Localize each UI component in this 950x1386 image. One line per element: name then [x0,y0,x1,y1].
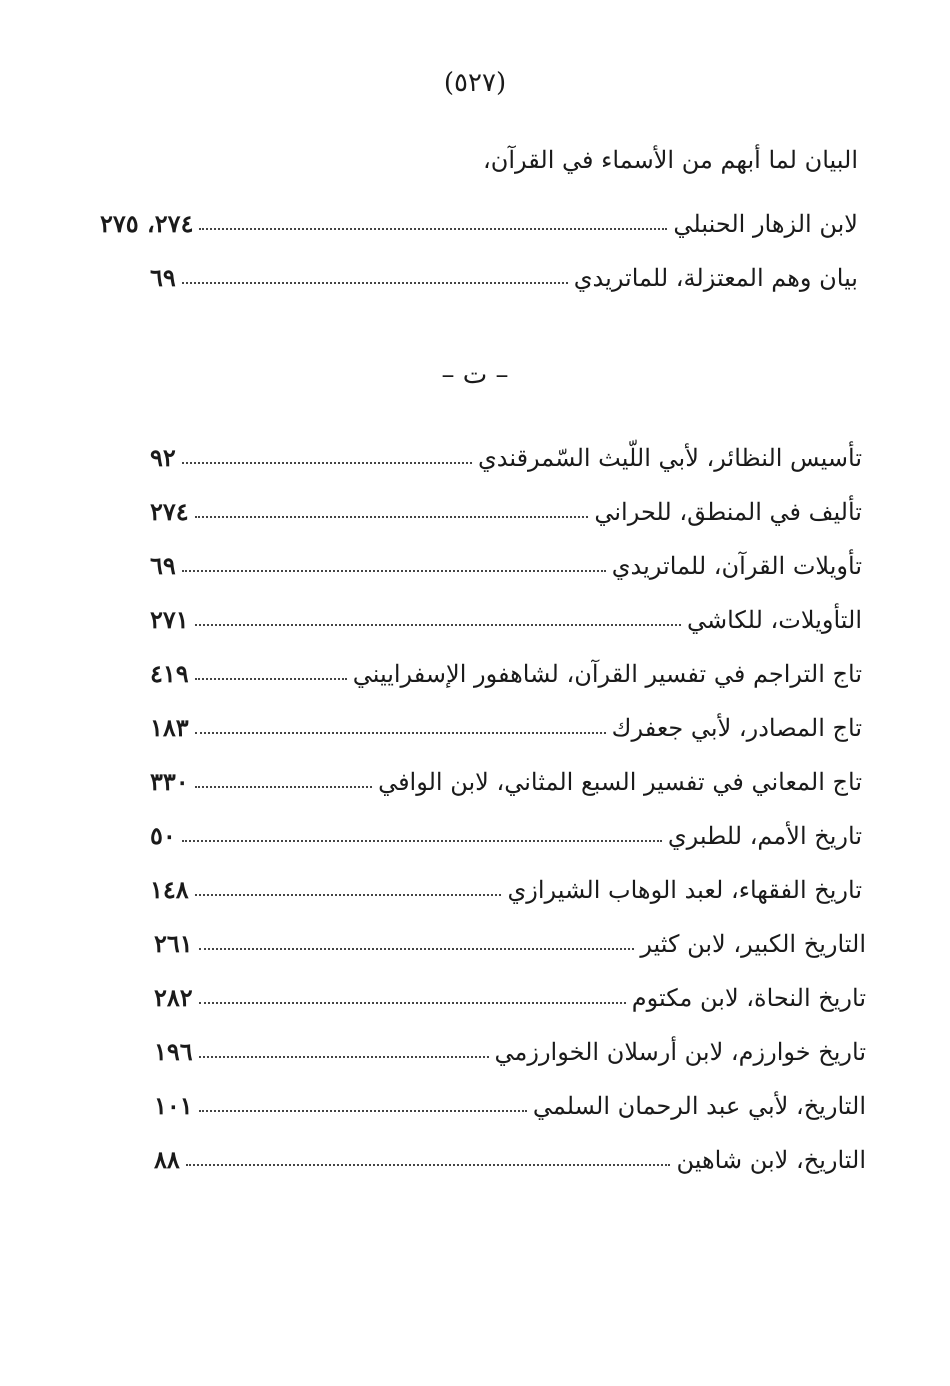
page-number: (٥٢٧) [443,68,507,98]
index-entry-pages: ١٠١ [154,1091,193,1120]
index-entry-title: التأويلات، للكاشي [686,606,862,634]
index-entry [150,540,862,580]
dot-leader [195,516,589,518]
index-entry-title: تأسيس النظائر، لأبي اللّيث السّمرقندي [477,444,862,472]
index-entry-pages: ٦٩ [150,551,176,580]
dot-leader [195,624,681,626]
index-entry-title: تأويلات القرآن، للماتريدي [611,552,862,580]
dot-leader [186,1164,671,1166]
index-entry [150,486,862,526]
index-entry-title: تاريخ النحاة، لابن مكتوم [631,984,866,1012]
index-entry-title: تاريخ الفقهاء، لعبد الوهاب الشيرازي [507,876,862,904]
index-entry [154,1026,866,1066]
index-entry [150,864,862,904]
dot-leader [195,732,606,734]
index-entry-title: تاج المصادر، لأبي جعفرك [611,714,862,742]
dot-leader [199,1056,489,1058]
index-entry [150,252,858,292]
index-entry-title: تاريخ خوارزم، لابن أرسلان الخوارزمي [494,1038,866,1066]
index-entry-pages: ٩٢ [150,443,176,472]
index-entry-pages: ٢٨٢ [154,983,193,1012]
dot-leader [182,462,472,464]
index-entry [150,594,862,634]
index-entry-pages: ١٨٣ [150,713,189,742]
index-entry [150,702,862,742]
index-entry-title: تاج التراجم في تفسير القرآن، لشاهفور الإسفراييني [352,660,862,688]
index-entry-pages: ٦٩ [150,263,176,292]
dot-leader [199,1110,527,1112]
dot-leader [199,228,667,230]
dot-leader [199,948,635,950]
index-entry [100,198,858,238]
index-entry [150,756,862,796]
dot-leader [182,282,568,284]
dot-leader [195,786,372,788]
index-entry-pages: ٢٧١ [150,605,189,634]
index-entry [150,432,862,472]
index-entry-pages: ٣٣٠ [150,767,189,796]
dot-leader [182,840,662,842]
index-entry-title: بيان وهم المعتزلة، للماتريدي [573,264,858,292]
index-entry-pages: ٤١٩ [150,659,189,688]
dot-leader [195,678,347,680]
index-entry-title: تاريخ الأمم، للطبري [667,822,862,850]
index-entry [150,648,862,688]
index-entry-title-line: البيان لما أبهم من الأسماء في القرآن، [483,146,858,174]
index-entry-title: التاريخ، لابن شاهين [676,1146,866,1174]
index-entry-title: التاريخ الكبير، لابن كثير [640,930,866,958]
section-heading-letter: – ت – [441,360,509,390]
index-entry-title: التاريخ، لأبي عبد الرحمان السلمي [532,1092,866,1120]
dot-leader [195,894,502,896]
index-entry-pages: ١٤٨ [150,875,189,904]
index-entry-pages: ٥٠ [150,821,176,850]
index-entry-title: تأليف في المنطق، للحراني [594,498,862,526]
dot-leader [182,570,606,572]
index-entry-pages: ١٩٦ [154,1037,193,1066]
dot-leader [199,1002,626,1004]
index-entry [154,972,866,1012]
index-entry [150,810,862,850]
index-entry-title: لابن الزهار الحنبلي [673,210,858,238]
index-entry [154,918,866,958]
index-entry-pages: ٢٧٤، ٢٧٥ [100,209,194,238]
index-entry-pages: ٨٨ [154,1145,180,1174]
index-entry-pages: ٢٧٤ [150,497,189,526]
index-entry [154,1134,866,1174]
index-entry [154,1080,866,1120]
index-entry-title: تاج المعاني في تفسير السبع المثاني، لابن الوافي [378,768,862,796]
index-entry-pages: ٢٦١ [154,929,193,958]
